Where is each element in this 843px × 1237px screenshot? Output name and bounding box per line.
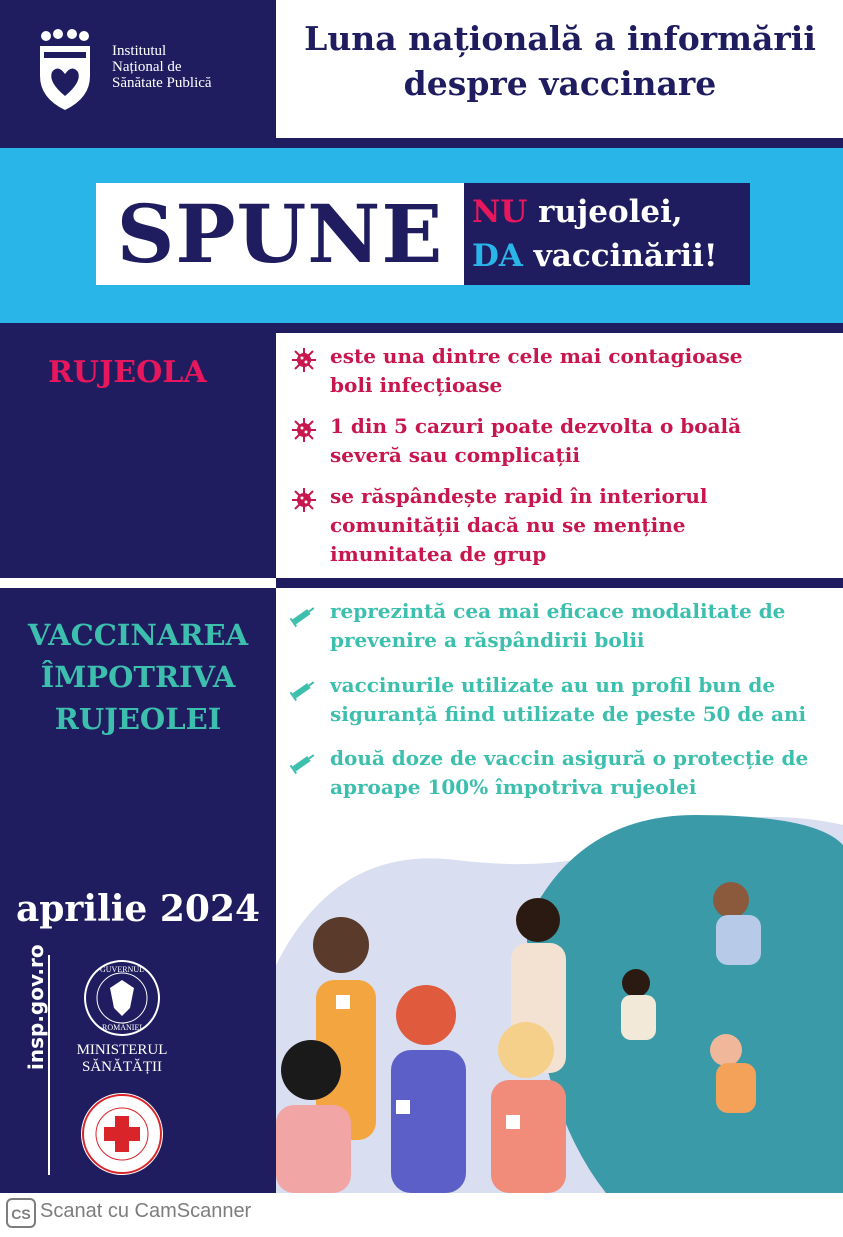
red-cross-logo [80, 1092, 164, 1176]
bullet-line: două doze de vaccin asigură o protecție de [330, 746, 809, 770]
bullet-line: vaccinurile utilizate au un profil bun de [330, 673, 776, 697]
divider-stripe [276, 578, 843, 588]
campaign-date: aprilie 2024 [15, 888, 261, 930]
bullet-line: prevenire a răspândirii bolii [330, 628, 645, 652]
bullet-line: siguranță fiind utilizate de peste 50 de ani [330, 702, 807, 726]
bullet-line: se răspândește rapid în interiorul [330, 484, 708, 508]
bullet-line: 1 din 5 cazuri poate dezvolta o boală [330, 414, 742, 438]
slogan-da: DA [472, 238, 523, 274]
heading-line: VACCINAREA [27, 618, 249, 652]
slogan-text [472, 190, 717, 278]
bullet-line: comunității dacă nu se menține [330, 513, 686, 537]
bullet-line: este una dintre cele mai contagioase [330, 344, 743, 368]
syringe-icon [290, 675, 318, 703]
ministry-line: MINISTERUL [76, 1042, 168, 1058]
virus-icon [290, 416, 318, 444]
slogan-nu-rest: rujeolei, [527, 194, 683, 230]
seal-text: ROMÂNIEI [102, 1023, 142, 1032]
spune-word: SPUNE [116, 187, 444, 281]
divider-stripe [0, 323, 843, 333]
sidebar-divider [48, 955, 50, 1175]
people-illustration [276, 805, 843, 1193]
divider-stripe [0, 138, 843, 148]
bullet-line: boli infecțioase [330, 373, 503, 397]
syringe-icon [290, 748, 318, 776]
title-line-1: Luna națională a informării [304, 19, 816, 58]
camscanner-badge: CS [11, 1206, 31, 1222]
left-gap [0, 578, 276, 588]
logo-line-3: Sănătate Publică [112, 75, 212, 91]
seal-text: GUVERNUL [100, 965, 144, 974]
page-title [280, 16, 840, 106]
logo-line-2: Național de [112, 59, 182, 75]
bullet-line: aproape 100% împotriva rujeolei [330, 775, 697, 799]
bullet-line: severă sau complicații [330, 443, 580, 467]
virus-icon [290, 346, 318, 374]
bullet-line: imunitatea de grup [330, 542, 547, 566]
heading-line: ÎMPOTRIVA [40, 660, 236, 694]
bullet-line: reprezintă cea mai eficace modalitate de [330, 599, 786, 623]
logo-line-1: Institutul [112, 43, 167, 59]
title-line-2: despre vaccinare [403, 64, 717, 103]
institute-name [112, 43, 212, 91]
virus-icon [290, 486, 318, 514]
romania-government-seal [82, 958, 162, 1038]
slogan-da-rest: vaccinării! [522, 238, 718, 274]
heading-line: RUJEOLEI [54, 702, 222, 736]
syringe-icon [290, 601, 318, 629]
camscanner-icon [6, 1198, 36, 1228]
slogan-nu: NU [472, 194, 528, 230]
scanner-text: Scanat cu CamScanner [40, 1200, 252, 1222]
rujeola-heading: RUJEOLA [48, 355, 207, 390]
insp-shield-logo [34, 26, 96, 112]
ministry-name [62, 1042, 182, 1076]
ministry-line: SĂNĂTĂȚII [82, 1059, 162, 1075]
vaccinare-heading [0, 614, 276, 740]
website-url[interactable]: insp.gov.ro [24, 944, 48, 1070]
